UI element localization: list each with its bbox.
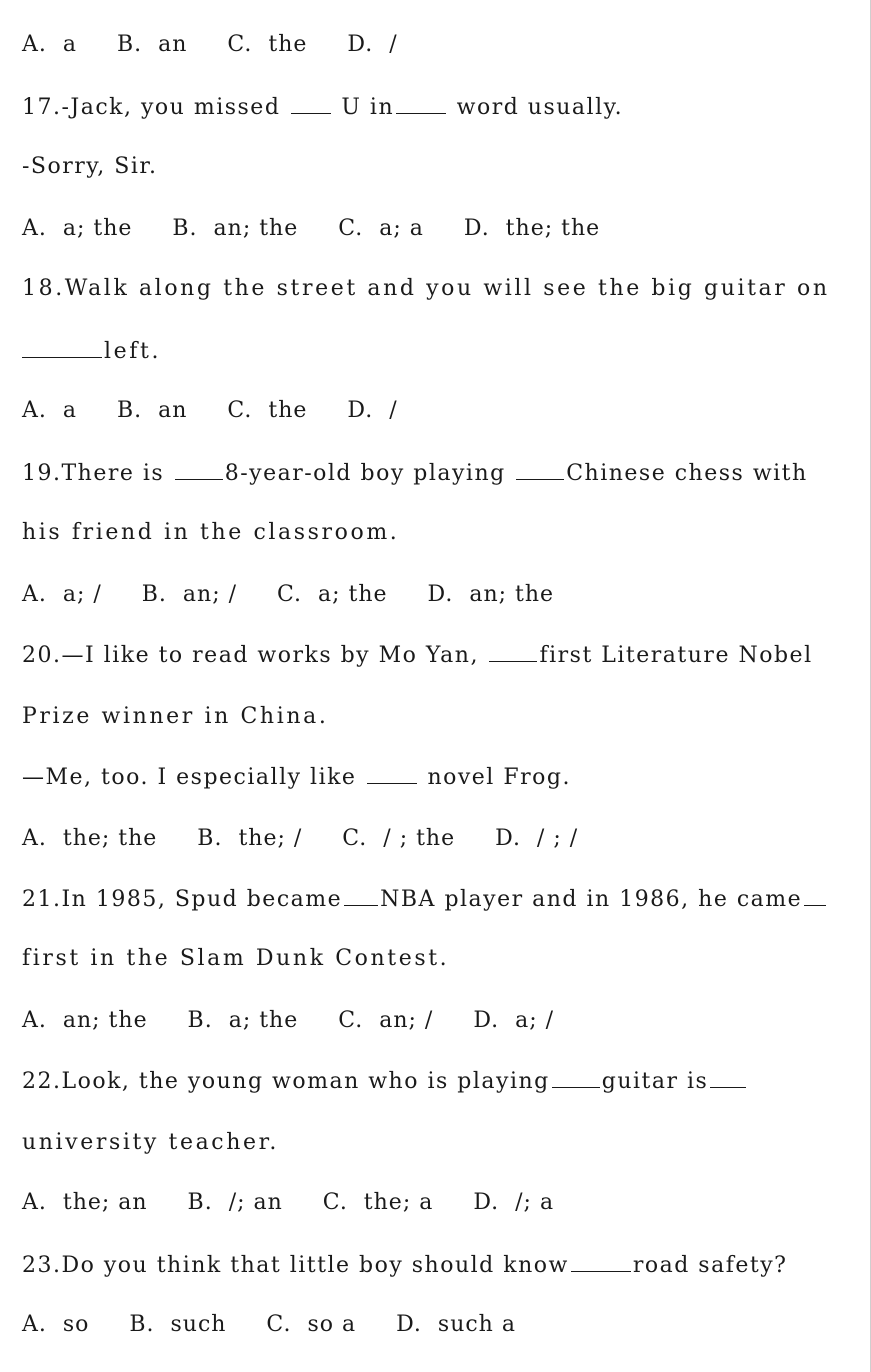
- q20-text-3: —Me, too. I especially like: [22, 765, 365, 790]
- q17-options: A. a; the B. an; the C. a; a D. the; the: [22, 216, 601, 241]
- q23-options: A. so B. such C. so a D. such a: [22, 1312, 516, 1337]
- answer-blank: [489, 639, 537, 662]
- answer-blank: [552, 1065, 600, 1088]
- q22-stem: [22, 1065, 748, 1097]
- answer-blank: [344, 883, 378, 906]
- q21-options: A. an; the B. a; the C. an; / D. a; /: [22, 1008, 555, 1033]
- q19-stem-cont: his friend in the classroom.: [22, 520, 400, 545]
- q18-text-2: left.: [104, 339, 162, 364]
- q17-text-3: word usually.: [448, 95, 624, 120]
- q19-text-2: 8-year-old boy playing: [224, 461, 515, 486]
- q19-text-3: Chinese chess with: [566, 461, 808, 486]
- q20-stem-cont: Prize winner in China.: [22, 704, 329, 729]
- answer-blank: [710, 1065, 746, 1088]
- answer-blank: [516, 457, 564, 480]
- answer-blank: [367, 761, 417, 784]
- q18-stem-cont: [22, 335, 161, 367]
- q22-text-1: 22.Look, the young woman who is playing: [22, 1069, 550, 1094]
- q21-text-1: 21.In 1985, Spud became: [22, 887, 343, 912]
- q22-options: A. the; an B. /; an C. the; a D. /; a: [22, 1190, 555, 1215]
- q20-options: A. the; the B. the; / C. / ; the D. / ; /: [22, 826, 579, 851]
- q19-text-1: 19.There is: [22, 461, 173, 486]
- q18-options: A. a B. an C. the D. /: [22, 398, 398, 423]
- q22-text-2: guitar is: [601, 1069, 709, 1094]
- q19-stem: [22, 457, 808, 489]
- q20-text-2: first Literature Nobel: [539, 643, 813, 668]
- q16-options: A. a B. an C. the D. /: [22, 32, 398, 57]
- q23-text-1: 23.Do you think that little boy should know: [22, 1253, 569, 1278]
- q21-text-2: NBA player and in 1986, he came: [380, 887, 803, 912]
- q18-stem: 18.Walk along the street and you will see the big guitar on: [22, 276, 830, 301]
- answer-blank: [571, 1249, 631, 1272]
- q21-stem: [22, 883, 828, 915]
- q20-stem: [22, 639, 813, 671]
- q23-text-2: road safety?: [632, 1253, 788, 1278]
- q20-text-4: novel Frog.: [418, 765, 571, 790]
- q17-text-2: U in: [332, 95, 395, 120]
- q17-stem: [22, 91, 623, 123]
- q21-stem-cont: first in the Slam Dunk Contest.: [22, 946, 450, 971]
- q20-text-1: 20.—I like to read works by Mo Yan,: [22, 643, 488, 668]
- q17-text-1: 17.-Jack, you missed: [22, 95, 289, 120]
- q19-options: A. a; / B. an; / C. a; the D. an; the: [22, 582, 555, 607]
- q23-stem: [22, 1249, 787, 1281]
- q20-response: [22, 761, 571, 793]
- answer-blank: [804, 883, 826, 906]
- answer-blank: [22, 335, 102, 358]
- q22-stem-cont: university teacher.: [22, 1130, 279, 1155]
- q17-response: -Sorry, Sir.: [22, 154, 158, 179]
- answer-blank: [175, 457, 223, 480]
- answer-blank: [291, 91, 331, 114]
- answer-blank: [396, 91, 446, 114]
